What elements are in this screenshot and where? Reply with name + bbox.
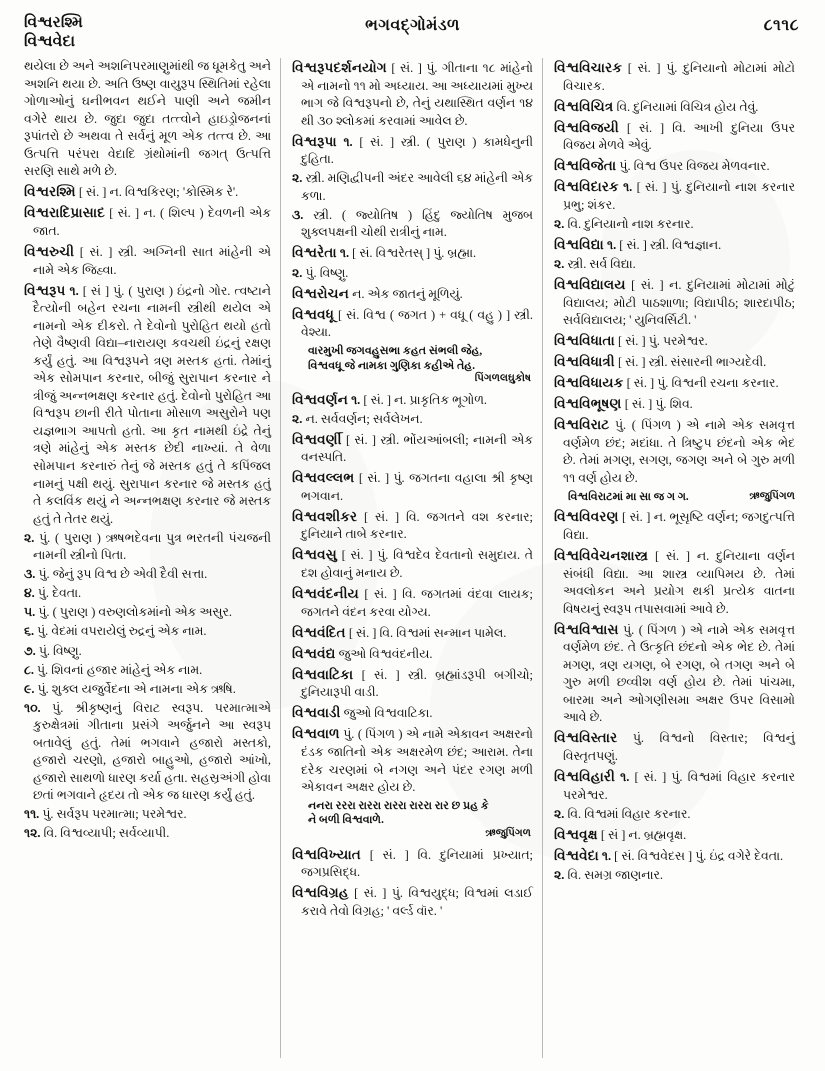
headword[interactable]: વિશ્વવિધાત્રી bbox=[554, 354, 615, 370]
dictionary-entry bbox=[292, 644, 533, 664]
headword[interactable]: વિશ્વવંદિત bbox=[292, 624, 346, 640]
running-head-first-word: વિશ્વરશ્મિ bbox=[24, 14, 84, 31]
definition-text: પું. જેનું રૂપ વિશ્વ છે એવી દૈવી સત્તા. bbox=[35, 567, 208, 582]
sense-number: ૨. bbox=[554, 216, 565, 231]
definition-text: [ સં ] ન. બ્રહ્મવૃક્ષ. bbox=[600, 827, 687, 842]
definition-text: [ સં. ] પું. વિશ્વયુદ્ધ; વિશ્વમાં લડાઈ કરાવે તેવો વિગ્રહ; ' વર્લ્ડ વૉર. ' bbox=[301, 886, 533, 918]
sense-number: ૨. bbox=[292, 171, 303, 186]
dictionary-entry bbox=[554, 156, 795, 176]
definition-text: [ સં. ] સ્ત્રી. બ્રહ્માંડરૂપી બગીચો; દુનિયારૂપી વાડી. bbox=[301, 667, 533, 700]
entry-sense bbox=[554, 806, 795, 824]
definition-text: [ સં. ] પું. ગીતાના ૧૮ માંહેનો એ નામનો ૧૧ મો અધ્યાય. આ અધ્યાયમાં મુખ્ય ભાગ જે વિશ્વરૂપનો છે, તેનું યથાસ્થિત વર્ણન ૧૪ થી ૩૦ શ્લોકમાં કરવામાં આવેલ છે. bbox=[301, 61, 533, 128]
dictionary-entry bbox=[554, 275, 795, 330]
definition-text: થયેલા છે અને અશનિપરમાણુમાંથી જ ધૂમકેતુ અને અશનિ થયા છે. અતિ ઉષ્ણ વાયુરૂપ સ્થિતિમાં રહેલા ગોળાઓનું ઘનીભવન થઈને પાણી અને જમીન વગેરે થાય છે. જુદા જુદા તત્ત્વોને હાઇડ્રોજનનાં રૂપાંતરો છે અથવા તે સર્વનું મૂળ એક તત્ત્વ છે. આ ઉત્પત્તિ પરંપરા વેદાદિ ગ્રંથોમાંની જગત્ ઉત્પત્તિ સરણિ સાથે મળે છે. bbox=[24, 59, 271, 179]
headword[interactable]: વિશ્વરૂપ bbox=[24, 282, 66, 298]
entry-sense bbox=[24, 700, 271, 805]
dictionary-entry bbox=[292, 305, 533, 342]
entry-sense bbox=[24, 825, 271, 843]
headword[interactable]: વિશ્વવિચિત્ર bbox=[554, 98, 614, 114]
running-head-last-word: વિશ્વવેદા bbox=[24, 32, 76, 50]
sense-number: ૨. bbox=[554, 867, 565, 882]
citation-source: ઋજુપિંગળ bbox=[485, 828, 531, 840]
definition-text: [ સં. ] વિ. વિશ્વમાં સન્માન પામેલ. bbox=[348, 625, 507, 640]
definition-text: વિ. સમગ્ર જાણનાર. bbox=[564, 867, 664, 882]
definition-text: વિ. દુનિયાનો નાશ કરનાર. bbox=[564, 216, 694, 231]
definition-text: [ સં. ] વિ. આખી દુનિયા ઉપર વિજય મેળવે એવું. bbox=[563, 120, 795, 153]
column-container bbox=[18, 58, 807, 1058]
entry-sense bbox=[24, 566, 271, 584]
definition-text: વિ. વિશ્વમાં વિહાર કરનાર. bbox=[564, 806, 691, 821]
dictionary-entry bbox=[554, 118, 795, 155]
sense-number: ૨. bbox=[292, 265, 303, 280]
verse-line: વિશ્વવિરાટમાં મા સા જ ગ ગ. bbox=[568, 490, 689, 503]
headword[interactable]: વિશ્વવિશ્વાસ bbox=[554, 621, 619, 637]
definition-text: [ સં. ] ન. દુનિયાના વર્ણન સંબંધી વિદ્યા. આ શાસ્ત્ર વ્યાપિમય છે. તેમાં અવલોકન અને પ્રયોગ થકી પ્રત્યેક વાતના વિષયનું સ્વરૂપ તપાસવામાં આવે છે. bbox=[563, 548, 795, 616]
sense-number: ૩. bbox=[24, 567, 36, 582]
sense-number: ૧. bbox=[620, 770, 630, 785]
dictionary-entry bbox=[292, 703, 533, 723]
dictionary-entry bbox=[554, 331, 795, 351]
dictionary-entry bbox=[292, 468, 533, 505]
dictionary-entry bbox=[554, 177, 795, 214]
verse-quotation bbox=[292, 799, 533, 842]
dictionary-entry bbox=[554, 767, 795, 804]
dictionary-entry bbox=[554, 415, 795, 487]
sense-number: ૨. bbox=[292, 411, 303, 426]
definition-text: સ્ત્રી. ( જ્યોતિષ ) હિંદુ જ્યોતિષ મુજબ શુક્લપક્ષની ચોથી રાત્રીનું નામ. bbox=[301, 207, 533, 240]
dictionary-entry bbox=[292, 665, 533, 702]
sense-number: ૧૧. bbox=[24, 807, 40, 822]
definition-text: [ સં. ] પું. દુનિયાનો મોટામાં મોટો વિચારક. bbox=[563, 61, 795, 93]
page-number: ૮૧૧૮ bbox=[763, 17, 799, 34]
definition-text: પું. ( પુરાણ ) વરુણલોકમાંનો એક અસુર. bbox=[35, 605, 232, 620]
definition-text: [ સં. ] ન. દુનિયામાં મોટામાં મોટું વિદ્યાલય; મોટી પાઠશાળા; વિદ્યાપીઠ; શારદાપીઠ; સર્વવિદ્યાલય; ' યુનિવર્સિટી. ' bbox=[563, 278, 795, 328]
dictionary-entry bbox=[292, 284, 533, 304]
definition-text: જુઓ વિશ્વવાટિકા. bbox=[343, 706, 433, 721]
entry-sense bbox=[24, 806, 271, 824]
headword[interactable]: વિશ્વવિવરણ bbox=[554, 509, 619, 525]
headword[interactable]: વિશ્વવિખ્યાત bbox=[292, 846, 361, 862]
sense-number: ૩. bbox=[292, 207, 304, 222]
definition-text: પું. ( પિંગળ ) એ નામે એક સમવૃત્ત વર્ણમેળ છંદ. તે ઉત્કૃતિ છંદનો એક ભેદ છે. તેમાં મગણ, ત્રણ યગણ, બે રગણ, બે તગણ અને બે ગુરુ મળી છવ્વીશ વર્ણ હોય છે. તેમાં પાંચમા, બારમા અને ઓગણીસમા અક્ષર ઉપર વિસામો આવે છે. bbox=[563, 622, 795, 725]
definition-text: [ સં. ] પું. વિશ્વની રચના કરનાર. bbox=[626, 376, 779, 391]
dictionary-entry bbox=[292, 507, 533, 544]
sense-number: ૧. bbox=[601, 848, 612, 863]
entry-sense bbox=[24, 662, 271, 680]
definition-text: પું. વેદમાં વપરાયેલું રુદ્રનું એક નામ. bbox=[34, 624, 207, 639]
dictionary-entry bbox=[554, 507, 795, 544]
sense-number: ૬. bbox=[24, 624, 35, 639]
definition-text: [ સં. ] વિ. જગતને વશ કરનાર; દુનિયાને તાબે કરનાર. bbox=[301, 509, 533, 542]
citation-source: ઋજુપિંગળ bbox=[749, 490, 795, 502]
dictionary-entry bbox=[292, 132, 533, 169]
headword[interactable]: વિશ્વવાડી bbox=[292, 705, 341, 721]
sense-number: ૫. bbox=[24, 605, 36, 620]
headword[interactable]: વિશ્વવિદ્યાલય bbox=[554, 277, 626, 293]
dictionary-entry bbox=[292, 58, 533, 130]
entry-sense bbox=[292, 411, 533, 429]
dictionary-entry bbox=[292, 545, 533, 582]
dictionary-entry bbox=[554, 352, 795, 372]
headword[interactable]: વિશ્વવિહારી bbox=[554, 769, 615, 785]
verse-quotation bbox=[554, 490, 795, 505]
definition-text: [ સં. ] પું. વિશ્વમાં વિહાર કરનાર પરમેશ્વર. bbox=[563, 770, 795, 802]
entry-sense bbox=[24, 643, 271, 661]
headword[interactable]: વિશ્વરુચી bbox=[24, 243, 75, 259]
definition-text: [ સં. વિશ્વરેતસ્ ] પું. બ્રહ્મા. bbox=[349, 246, 477, 261]
dictionary-entry bbox=[554, 373, 795, 393]
dictionary-entry bbox=[292, 243, 533, 263]
definition-text: પું. વિશ્વનો વિસ્તાર; વિશ્વનું વિસ્તૃતપણું. bbox=[563, 731, 795, 763]
headword[interactable]: વિશ્વવિદ્યા bbox=[554, 236, 604, 252]
verse-line: વારમુખી જગવહુસભા કહત સંભલી જેહ, bbox=[308, 344, 483, 357]
definition-text: ન. એક જાતનું મૂળિયું. bbox=[352, 286, 463, 301]
sense-number: ૪. bbox=[24, 586, 35, 601]
headword[interactable]: વિશ્વવૃક્ષ bbox=[554, 826, 598, 842]
headword[interactable]: વિશ્વવંદ્ય bbox=[292, 645, 336, 661]
headword[interactable]: વિશ્વરેતા bbox=[292, 245, 337, 261]
definition-text: પું. વિશ્વ ઉપર વિજય મેળવનાર. bbox=[619, 159, 770, 174]
definition-text: [ સં. ] સ્ત્રી. વિશ્વજ્ઞાન. bbox=[616, 237, 722, 252]
sense-number: ૧. bbox=[339, 246, 350, 261]
definition-text: પું. દેવતા. bbox=[34, 586, 82, 601]
definition-text: [ સં. ] વિ. દુનિયામાં પ્રખ્યાત; જગપ્રસિદ્ધ. bbox=[301, 847, 533, 880]
dictionary-entry bbox=[292, 845, 533, 882]
sense-number: ૧. bbox=[69, 283, 79, 298]
sense-number: ૮. bbox=[24, 662, 34, 677]
headword[interactable]: વિશ્વવિધાતા bbox=[554, 333, 615, 349]
headword[interactable]: વિશ્વરૂપદર્શનયોગ bbox=[292, 60, 387, 75]
definition-text: પું. સર્વરૂપ પરમાત્મા; પરમેશ્વર. bbox=[39, 807, 187, 822]
headword[interactable]: વિશ્વરશ્મિ bbox=[24, 184, 76, 200]
definition-text: [ સં. ] ન. ભૂસૃષ્ટિ વર્ણન; જગદુત્પત્તિ વિદ્યા. bbox=[563, 510, 795, 542]
dictionary-entry bbox=[292, 623, 533, 643]
definition-text: પું. શ્રીકૃષ્ણનું વિરાટ સ્વરૂપ. પરમાત્માએ કુરુક્ષેત્રમાં ગીતાના પ્રસંગે અર્જુનને આ સ્વરૂપ બતાવેલું હતું. તેમાં ભગવાને હજારો મસ્તકો, હજારો ચરણો, હજારો બાહુઓ, હજારો આંખો, હજારો સાથળો ધારણ કર્યા હતા. સહસ્રઅંગી હોવા છતાં ભગવાને હૃદય તો એક જ ધારણ કર્યું હતું. bbox=[33, 700, 271, 803]
entry-sense bbox=[24, 530, 271, 565]
sense-number: ૭. bbox=[24, 643, 36, 658]
dictionary-entry bbox=[24, 203, 271, 240]
dictionary-entry bbox=[554, 97, 795, 117]
headword[interactable]: વિશ્વવલ્લભ bbox=[292, 470, 355, 486]
sense-number: ૧. bbox=[623, 180, 633, 195]
dictionary-entry bbox=[554, 58, 795, 95]
dictionary-entry bbox=[554, 394, 795, 414]
entry-sense bbox=[24, 604, 271, 622]
definition-text: [ સં. ] પું. દુનિયાનો નાશ કરનાર પ્રભુ; શંકર. bbox=[563, 180, 795, 212]
dictionary-entry bbox=[292, 724, 533, 796]
definition-text: [ સં. ] પું. શિવ. bbox=[624, 397, 693, 412]
definition-text: પું. શુક્લ યજુર્વેદના એ નામના એક ઋષિ. bbox=[34, 681, 236, 696]
headword[interactable]: વિશ્વવિરાટ bbox=[554, 417, 610, 433]
definition-text: [ સં ] પું. ( પુરાણ ) ઇંદ્રનો ગોર. ત્વષ્ટાને દૈત્યોની બહેન રચના નામની સ્ત્રીથી થયેલ એ નામનો એક દીકરો. તે દેવોનો પુરોહિત થયો હતો તેણે વૈષ્ણવી વિદ્યા–નારાયણ કવચથી ઇંદ્રનું રક્ષણ કર્યું હતું. આ વિશ્વરૂપને ત્રણ મસ્તક હતાં. તેમાંનું એક સોમપાન કરનાર, બીજું સુરાપાન કરનાર ને ત્રીજું અન્નભક્ષણ કરનાર હતું. દેવોનો પુરોહિત આ વિશ્વરૂપ છાની રીતે પોતાના મોસાળ અસુરોને પણ યજ્ઞભાગ આપતો હતો. આ કૃત નામથી ઇંદ્રે તેનું ત્રણે માંહેનું એક મસ્તક છેદી નાખ્યાં. તે વેળા સોમપાન કરનારું તેનું જે મસ્તક હતું તે કપિંજલ નામનું પક્ષી થયું. સુરાપાન કરનાર જે મસ્તક હતું તે કલવિંક થયું ને અન્નભક્ષણ કરનાર જે મસ્તક હતું તે તેતર થયું. bbox=[33, 283, 271, 526]
definition-text: [ સં. ] વિ. જગતમાં વંદવા લાયક; જગતને વંદન કરવા યોગ્ય. bbox=[301, 587, 533, 619]
sense-number: ૧૦. bbox=[24, 700, 41, 715]
headword[interactable]: વિશ્વવશીકર bbox=[292, 508, 358, 524]
sense-number: ૨. bbox=[554, 806, 565, 821]
headword[interactable]: વિશ્વવાળ bbox=[292, 726, 340, 742]
definition-text: પું. ( પિંગળ ) એ નામે એકાવન અક્ષરનો દંડક જાતિનો એક અક્ષરમેળ છંદ; આરામ. તેના દરેક ચરણમાં બે નગણ અને પંદર રગણ મળી એકાવન અક્ષર હોય છે. bbox=[301, 727, 533, 795]
dictionary-entry bbox=[292, 584, 533, 621]
headword[interactable]: વિશ્વવિજયી bbox=[554, 119, 619, 135]
dictionary-entry bbox=[554, 546, 795, 618]
dictionary-column-1 bbox=[18, 58, 280, 1058]
headword[interactable]: વિશ્વવિવેચનશાસ્ત્ર bbox=[554, 547, 649, 563]
definition-text: [ સં. ] સ્ત્રી. ભોંયઆંબલી; નામની એક વનસ્પતિ. bbox=[301, 432, 533, 465]
headword[interactable]: વિશ્વવિચારક bbox=[554, 60, 623, 75]
headword[interactable]: વિશ્વરોચન bbox=[292, 285, 349, 301]
entry-sense bbox=[554, 867, 795, 885]
sense-number: ૧૨. bbox=[24, 826, 41, 841]
dictionary-entry bbox=[554, 235, 795, 255]
sense-number: ૧. bbox=[607, 237, 617, 252]
headword[interactable]: વિશ્વવેદા bbox=[554, 847, 599, 863]
definition-text: પું. ( પુરાણ ) ઋષભદેવના પુત્ર ભરતની પંચજની નામની સ્ત્રીનો પિતા. bbox=[33, 530, 271, 563]
verse-line: વિશ્વવધૂ જે નામકા ગુણિકા કહીએ તેહ. bbox=[308, 359, 475, 372]
headword[interactable]: વિશ્વવસુ bbox=[292, 547, 337, 563]
definition-text: સ્ત્રી. મણિદ્વીપની અંદર આવેલી ૬૪ માંહેની એક કળા. bbox=[301, 171, 533, 203]
sense-number: ૧. bbox=[343, 134, 353, 149]
headword[interactable]: વિશ્વવિસ્તાર bbox=[554, 730, 618, 746]
definition-text: [ સં. ] પું. જગતના વહાલા શ્રી કૃષ્ણ ભગવાન. bbox=[301, 471, 533, 503]
definition-text: વિ. દુનિયામાં વિચિત્ર હોય તેવું. bbox=[616, 99, 759, 114]
sense-number: ૨. bbox=[24, 530, 35, 545]
definition-text: [ સં. વિશ્વવેદસ ] પું. ઇંદ્ર વગેરે દેવતા. bbox=[611, 848, 784, 863]
entry-sense bbox=[292, 207, 533, 242]
sense-number: ૨. bbox=[554, 256, 565, 271]
definition-text: પું. વિષ્ણુ. bbox=[302, 265, 349, 280]
entry-continuation-text bbox=[24, 58, 271, 181]
headword[interactable]: વિશ્વરૂપા bbox=[292, 133, 337, 149]
sense-number: ૧. bbox=[351, 392, 361, 407]
entry-sense bbox=[24, 585, 271, 603]
headword[interactable]: વિશ્વવંદનીય bbox=[292, 586, 359, 602]
entry-sense bbox=[24, 681, 271, 699]
dictionary-entry bbox=[554, 620, 795, 727]
entry-sense bbox=[554, 216, 795, 234]
entry-sense bbox=[292, 170, 533, 205]
definition-text: [ સં. વિશ્વ ( જગત ) + વધૂ ( વહુ ) ] સ્ત્રી. વેશ્યા. bbox=[301, 307, 533, 340]
dictionary-entry bbox=[24, 182, 271, 202]
dictionary-entry bbox=[554, 825, 795, 845]
definition-text: [ સં. ] ન. વિશ્વકિરણ; 'કોસ્મિક રે'. bbox=[78, 185, 239, 200]
dictionary-column-3 bbox=[542, 58, 804, 1058]
definition-text: [ સં. ] ન. પ્રાકૃતિક ભૂગોળ. bbox=[360, 392, 487, 407]
entry-sense bbox=[554, 256, 795, 274]
definition-text: વિ. વિશ્વવ્યાપી; સર્વવ્યાપી. bbox=[40, 826, 170, 841]
definition-text: [ સં. ] પું. વિશ્વદેવ દેવતાનો સમુદાય. તે દશ હોવાનું મનાય છે. bbox=[301, 548, 533, 581]
headword[interactable]: વિશ્વવર્ણન bbox=[292, 391, 348, 407]
dictionary-entry bbox=[292, 430, 533, 467]
definition-text: [ સં. ] પું. પરમેશ્વર. bbox=[618, 334, 708, 349]
headword[interactable]: વિશ્વરાદિપ્રાસાદ bbox=[24, 205, 105, 221]
dictionary-column-2 bbox=[280, 58, 542, 1058]
verse-line: નનરા રરરા રારરા રારરા રારરા રાર છ પ્રહ કે bbox=[308, 799, 489, 812]
dictionary-entry bbox=[554, 846, 795, 866]
headword[interactable]: વિશ્વવાટિકા bbox=[292, 666, 354, 682]
dictionary-entry bbox=[292, 390, 533, 410]
dictionary-entry bbox=[554, 728, 795, 765]
running-head bbox=[18, 14, 807, 58]
definition-text: [ સં. ] સ્ત્રી. ( પુરાણ ) કામધેનુની દુહિતા. bbox=[301, 134, 533, 167]
definition-text: પું. ( પિંગળ ) એ નામે એક સમવૃત્ત વર્ણમેળ છંદ; મદાંધા. તે ત્રિષ્ટુપ છંદનો એક ભેદ છે. તેમાં મગણ, સગણ, જગણ અને બે ગુરુ મળી ૧૧ વર્ણ હોય છે. bbox=[563, 418, 795, 485]
definition-text: ન. સર્વવર્ણન; સર્વલેખન. bbox=[302, 411, 423, 426]
definition-text: જુઓ વિશ્વવંદનીય. bbox=[338, 646, 433, 661]
entry-sense bbox=[292, 265, 533, 283]
headword[interactable]: વિશ્વવિજેતા bbox=[554, 158, 617, 174]
headword[interactable]: વિશ્વવિગ્રહ bbox=[292, 885, 349, 901]
definition-text: સ્ત્રી. સર્વ વિદ્યા. bbox=[564, 256, 636, 271]
dictionary-entry bbox=[24, 242, 271, 279]
verse-quotation bbox=[292, 344, 533, 387]
sense-number: ૯. bbox=[24, 681, 35, 696]
definition-text: [ સં. ] ન. ( શિલ્પ ) દેવળની એક જાત. bbox=[33, 206, 271, 238]
citation-source: પિંગળલઘુકોષ bbox=[474, 373, 531, 385]
headword[interactable]: વિશ્વવિધાયક bbox=[554, 375, 624, 391]
headword[interactable]: વિશ્વવિભૂષણ bbox=[554, 396, 622, 412]
verse-line: ને બળી વિશ્વવાળે. bbox=[308, 814, 384, 827]
headword[interactable]: વિશ્વવધૂ bbox=[292, 306, 335, 322]
headword[interactable]: વિશ્વવર્ણી bbox=[292, 431, 342, 447]
definition-text: [ સં. ] સ્ત્રી. અગ્નિની સાત માંહેની એ નામે એક જિહ્વા. bbox=[33, 244, 271, 277]
definition-text: પું. વિષ્ણુ. bbox=[35, 643, 82, 658]
book-title: ભગવદ્ગોમંડળ bbox=[365, 17, 460, 34]
headword[interactable]: વિશ્વવિદારક bbox=[554, 179, 619, 195]
dictionary-entry bbox=[292, 883, 533, 920]
entry-sense bbox=[24, 623, 271, 641]
definition-text: [ સં. ] સ્ત્રી. સંસારની ભાગ્યદેવી. bbox=[617, 355, 767, 370]
definition-text: પું. શિવનાં હજાર માંહેનું એક નામ. bbox=[33, 662, 203, 677]
dictionary-entry bbox=[24, 281, 271, 529]
